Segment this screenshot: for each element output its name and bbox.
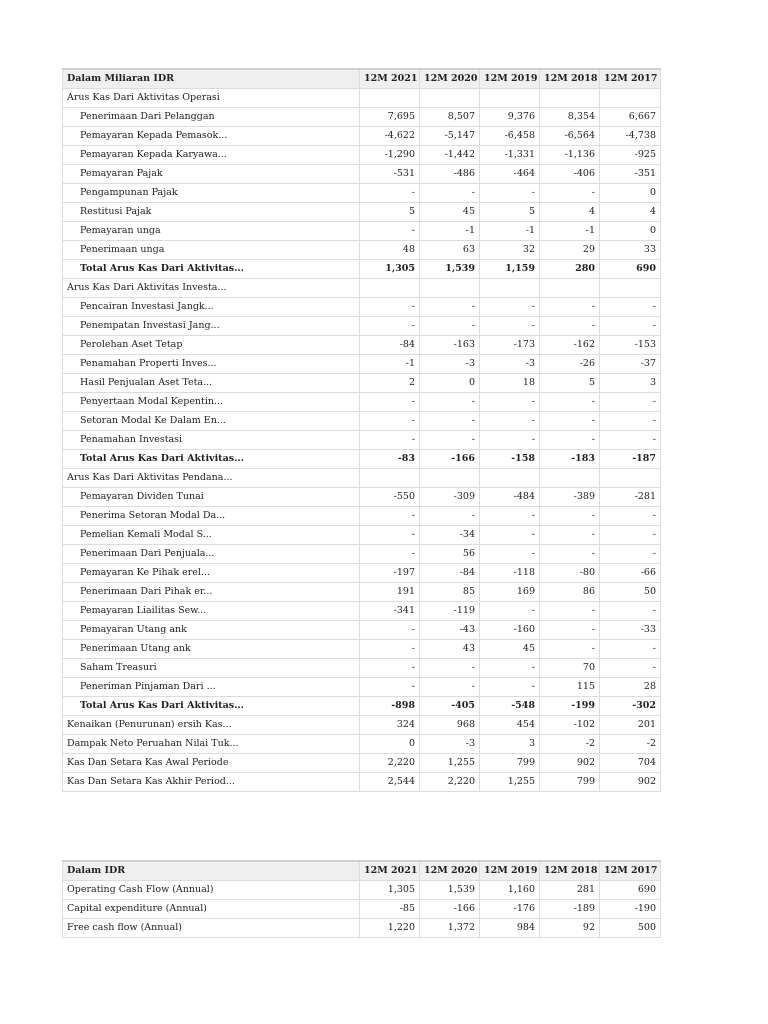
value-cell xyxy=(480,279,540,298)
table-row xyxy=(63,108,661,127)
value-cell: - xyxy=(600,393,661,412)
value-cell: -406 xyxy=(540,165,600,184)
value-cell: -66 xyxy=(600,564,661,583)
value-cell: 902 xyxy=(540,754,600,773)
value-cell: -486 xyxy=(420,165,480,184)
table-row xyxy=(63,431,661,450)
row-label-cell: Peneriman Pinjaman Dari ... xyxy=(63,678,360,697)
row-label-cell: Hasil Penjualan Aset Teta... xyxy=(63,374,360,393)
row-label-cell: Penempatan Investasi Jang... xyxy=(63,317,360,336)
value-cell: - xyxy=(360,678,420,697)
value-cell: -1,442 xyxy=(420,146,480,165)
value-cell: - xyxy=(540,393,600,412)
value-cell: 690 xyxy=(600,881,661,900)
value-cell: -83 xyxy=(360,450,420,469)
value-cell: - xyxy=(540,431,600,450)
value-cell: - xyxy=(480,526,540,545)
table-row xyxy=(63,900,661,919)
value-cell: 968 xyxy=(420,716,480,735)
value-cell: -351 xyxy=(600,165,661,184)
value-cell: 902 xyxy=(600,773,661,792)
value-cell: -2 xyxy=(600,735,661,754)
value-cell: 45 xyxy=(480,640,540,659)
row-label-cell: Pemayaran Liailitas Sew... xyxy=(63,602,360,621)
value-cell: - xyxy=(480,184,540,203)
value-cell: -5,147 xyxy=(420,127,480,146)
value-cell: - xyxy=(480,678,540,697)
table-row xyxy=(63,564,661,583)
row-label-cell: Pemayaran Kepada Karyawa... xyxy=(63,146,360,165)
header-year-cell: 12M 2021 xyxy=(360,861,420,881)
header-year-cell: 12M 2021 xyxy=(360,69,420,89)
value-cell: -1 xyxy=(480,222,540,241)
value-cell: -898 xyxy=(360,697,420,716)
value-cell: 1,255 xyxy=(420,754,480,773)
value-cell: -160 xyxy=(480,621,540,640)
value-cell: - xyxy=(420,412,480,431)
value-cell: - xyxy=(600,545,661,564)
value-cell: -173 xyxy=(480,336,540,355)
value-cell: -37 xyxy=(600,355,661,374)
row-label-cell: Saham Treasuri xyxy=(63,659,360,678)
value-cell: 2,220 xyxy=(360,754,420,773)
row-label-cell: Pemayaran Utang ank xyxy=(63,621,360,640)
table-row xyxy=(63,412,661,431)
row-label-cell: Total Arus Kas Dari Aktivitas... xyxy=(63,260,360,279)
value-cell xyxy=(420,89,480,108)
value-cell: 0 xyxy=(420,374,480,393)
value-cell: 191 xyxy=(360,583,420,602)
value-cell: - xyxy=(360,659,420,678)
value-cell: - xyxy=(420,393,480,412)
value-cell: -3 xyxy=(420,355,480,374)
value-cell: 281 xyxy=(540,881,600,900)
header-year-cell: 12M 2017 xyxy=(600,861,661,881)
value-cell: 1,539 xyxy=(420,260,480,279)
value-cell: 70 xyxy=(540,659,600,678)
value-cell: 984 xyxy=(480,919,540,938)
value-cell: - xyxy=(420,659,480,678)
cash-flow-table xyxy=(62,68,661,792)
value-cell: 6,667 xyxy=(600,108,661,127)
value-cell: 86 xyxy=(540,583,600,602)
value-cell: - xyxy=(480,412,540,431)
row-label-cell: Penerimaan Dari Pelanggan xyxy=(63,108,360,127)
value-cell: 4 xyxy=(600,203,661,222)
value-cell: 56 xyxy=(420,545,480,564)
value-cell: -189 xyxy=(540,900,600,919)
row-label-cell: Kas Dan Setara Kas Awal Periode xyxy=(63,754,360,773)
value-cell: -166 xyxy=(420,900,480,919)
value-cell: 9,376 xyxy=(480,108,540,127)
row-label-cell: Pemayaran Pajak xyxy=(63,165,360,184)
value-cell: -550 xyxy=(360,488,420,507)
value-cell: - xyxy=(600,431,661,450)
table-row xyxy=(63,678,661,697)
table-row xyxy=(63,621,661,640)
total-row xyxy=(63,697,661,716)
value-cell: - xyxy=(360,431,420,450)
row-label-cell: Arus Kas Dari Aktivitas Operasi xyxy=(63,89,360,108)
row-label-cell: Total Arus Kas Dari Aktivitas... xyxy=(63,697,360,716)
value-cell: -3 xyxy=(480,355,540,374)
table-row xyxy=(63,640,661,659)
row-label-cell: Pemayaran Ke Pihak erel... xyxy=(63,564,360,583)
table-header-row xyxy=(63,69,661,89)
value-cell: - xyxy=(360,317,420,336)
value-cell: -197 xyxy=(360,564,420,583)
value-cell: -183 xyxy=(540,450,600,469)
value-cell: 1,539 xyxy=(420,881,480,900)
row-label-cell: Penamahan Properti Inves... xyxy=(63,355,360,374)
value-cell: -84 xyxy=(360,336,420,355)
value-cell: 1,305 xyxy=(360,881,420,900)
value-cell: 4 xyxy=(540,203,600,222)
row-label-cell: Dampak Neto Peruahan Nilai Tuk... xyxy=(63,735,360,754)
free-cash-flow-table xyxy=(62,860,661,938)
value-cell: - xyxy=(360,526,420,545)
value-cell: - xyxy=(540,412,600,431)
table-row xyxy=(63,165,661,184)
value-cell: 32 xyxy=(480,241,540,260)
value-cell: -6,564 xyxy=(540,127,600,146)
value-cell: - xyxy=(360,222,420,241)
value-cell: -119 xyxy=(420,602,480,621)
header-year-cell: 12M 2020 xyxy=(420,861,480,881)
value-cell: - xyxy=(480,393,540,412)
value-cell: - xyxy=(360,393,420,412)
cash-flow-table-body xyxy=(63,89,661,792)
value-cell: 63 xyxy=(420,241,480,260)
value-cell xyxy=(420,279,480,298)
value-cell: 115 xyxy=(540,678,600,697)
value-cell: -1 xyxy=(420,222,480,241)
value-cell: -84 xyxy=(420,564,480,583)
table-row xyxy=(63,488,661,507)
value-cell: - xyxy=(600,659,661,678)
table-row xyxy=(63,545,661,564)
value-cell: - xyxy=(480,545,540,564)
value-cell: 2,544 xyxy=(360,773,420,792)
value-cell: - xyxy=(480,317,540,336)
row-label-cell: Penyertaan Modal Kepentin... xyxy=(63,393,360,412)
value-cell: - xyxy=(480,431,540,450)
value-cell: 43 xyxy=(420,640,480,659)
value-cell: 201 xyxy=(600,716,661,735)
table-row xyxy=(63,203,661,222)
value-cell: 1,305 xyxy=(360,260,420,279)
value-cell xyxy=(540,279,600,298)
value-cell xyxy=(360,279,420,298)
table-row xyxy=(63,317,661,336)
value-cell: - xyxy=(600,526,661,545)
value-cell: -176 xyxy=(480,900,540,919)
value-cell: - xyxy=(480,659,540,678)
value-cell: 0 xyxy=(600,222,661,241)
value-cell: 1,220 xyxy=(360,919,420,938)
value-cell xyxy=(540,469,600,488)
table-row xyxy=(63,298,661,317)
table-row xyxy=(63,919,661,938)
value-cell: 704 xyxy=(600,754,661,773)
value-cell: - xyxy=(420,184,480,203)
value-cell: -1,290 xyxy=(360,146,420,165)
table-row xyxy=(63,469,661,488)
value-cell: -548 xyxy=(480,697,540,716)
row-label-cell: Penerimaan Dari Penjuala... xyxy=(63,545,360,564)
row-label-cell: Pemayaran unga xyxy=(63,222,360,241)
value-cell: -1,136 xyxy=(540,146,600,165)
value-cell: - xyxy=(360,621,420,640)
table-row xyxy=(63,507,661,526)
value-cell: -2 xyxy=(540,735,600,754)
value-cell: -26 xyxy=(540,355,600,374)
value-cell: 28 xyxy=(600,678,661,697)
value-cell: - xyxy=(540,545,600,564)
table-row xyxy=(63,393,661,412)
table-header-row xyxy=(63,861,661,881)
table-row xyxy=(63,659,661,678)
value-cell: 5 xyxy=(480,203,540,222)
row-label-cell: Kenaikan (Penurunan) ersih Kas... xyxy=(63,716,360,735)
value-cell: 1,372 xyxy=(420,919,480,938)
value-cell: 1,159 xyxy=(480,260,540,279)
value-cell: -531 xyxy=(360,165,420,184)
header-label-cell: Dalam IDR xyxy=(63,861,360,881)
row-label-cell: Penerima Setoran Modal Da... xyxy=(63,507,360,526)
table-row xyxy=(63,146,661,165)
row-label-cell: Kas Dan Setara Kas Akhir Period... xyxy=(63,773,360,792)
value-cell: -199 xyxy=(540,697,600,716)
header-year-cell: 12M 2019 xyxy=(480,861,540,881)
value-cell xyxy=(540,89,600,108)
value-cell: - xyxy=(540,621,600,640)
value-cell: - xyxy=(420,317,480,336)
table-row xyxy=(63,336,661,355)
value-cell: -85 xyxy=(360,900,420,919)
value-cell: - xyxy=(540,298,600,317)
value-cell: 33 xyxy=(600,241,661,260)
value-cell: - xyxy=(480,602,540,621)
table-row xyxy=(63,127,661,146)
value-cell: -153 xyxy=(600,336,661,355)
total-row xyxy=(63,260,661,279)
value-cell: -187 xyxy=(600,450,661,469)
value-cell xyxy=(360,469,420,488)
value-cell: 1,160 xyxy=(480,881,540,900)
header-year-cell: 12M 2019 xyxy=(480,69,540,89)
row-label-cell: Capital expenditure (Annual) xyxy=(63,900,360,919)
value-cell xyxy=(600,279,661,298)
header-label-cell: Dalam Miliaran IDR xyxy=(63,69,360,89)
value-cell: - xyxy=(540,526,600,545)
row-label-cell: Perolehan Aset Tetap xyxy=(63,336,360,355)
value-cell: 324 xyxy=(360,716,420,735)
value-cell: 0 xyxy=(360,735,420,754)
value-cell: - xyxy=(600,602,661,621)
value-cell: -80 xyxy=(540,564,600,583)
table-row xyxy=(63,355,661,374)
row-label-cell: Pemayaran Kepada Pemasok... xyxy=(63,127,360,146)
value-cell: -102 xyxy=(540,716,600,735)
value-cell: 50 xyxy=(600,583,661,602)
value-cell: - xyxy=(480,507,540,526)
value-cell: -389 xyxy=(540,488,600,507)
value-cell: - xyxy=(600,507,661,526)
row-label-cell: Setoran Modal Ke Dalam En... xyxy=(63,412,360,431)
row-label-cell: Pengampunan Pajak xyxy=(63,184,360,203)
table-row xyxy=(63,773,661,792)
header-year-cell: 12M 2020 xyxy=(420,69,480,89)
value-cell: 85 xyxy=(420,583,480,602)
value-cell: -1 xyxy=(540,222,600,241)
value-cell: -163 xyxy=(420,336,480,355)
value-cell: 799 xyxy=(540,773,600,792)
value-cell: - xyxy=(600,640,661,659)
row-label-cell: Penamahan Investasi xyxy=(63,431,360,450)
value-cell: -162 xyxy=(540,336,600,355)
value-cell: 500 xyxy=(600,919,661,938)
value-cell xyxy=(420,469,480,488)
value-cell: 3 xyxy=(600,374,661,393)
value-cell: 2,220 xyxy=(420,773,480,792)
value-cell: - xyxy=(600,412,661,431)
value-cell: 2 xyxy=(360,374,420,393)
value-cell: 29 xyxy=(540,241,600,260)
value-cell: -405 xyxy=(420,697,480,716)
row-label-cell: Penerimaan Utang ank xyxy=(63,640,360,659)
value-cell: -464 xyxy=(480,165,540,184)
value-cell: 18 xyxy=(480,374,540,393)
row-label-cell: Restitusi Pajak xyxy=(63,203,360,222)
value-cell: 48 xyxy=(360,241,420,260)
value-cell: - xyxy=(420,678,480,697)
value-cell: 280 xyxy=(540,260,600,279)
value-cell: -925 xyxy=(600,146,661,165)
value-cell xyxy=(480,469,540,488)
table-row xyxy=(63,583,661,602)
row-label-cell: Operating Cash Flow (Annual) xyxy=(63,881,360,900)
value-cell: - xyxy=(420,298,480,317)
row-label-cell: Penerimaan Dari Pihak er... xyxy=(63,583,360,602)
value-cell: 690 xyxy=(600,260,661,279)
value-cell: - xyxy=(360,545,420,564)
table-row xyxy=(63,279,661,298)
table-row xyxy=(63,374,661,393)
value-cell: - xyxy=(480,298,540,317)
value-cell: - xyxy=(360,184,420,203)
value-cell: -302 xyxy=(600,697,661,716)
value-cell: - xyxy=(600,317,661,336)
total-row xyxy=(63,450,661,469)
value-cell: -6,458 xyxy=(480,127,540,146)
value-cell: -34 xyxy=(420,526,480,545)
free-cash-flow-table-body xyxy=(63,881,661,938)
row-label-cell: Free cash flow (Annual) xyxy=(63,919,360,938)
value-cell: 5 xyxy=(360,203,420,222)
table-row xyxy=(63,241,661,260)
value-cell: 8,354 xyxy=(540,108,600,127)
table-row xyxy=(63,602,661,621)
value-cell: -3 xyxy=(420,735,480,754)
value-cell: - xyxy=(600,298,661,317)
row-label-cell: Penerimaan unga xyxy=(63,241,360,260)
row-label-cell: Pemelian Kemali Modal S... xyxy=(63,526,360,545)
row-label-cell: Pencairan Investasi Jangk... xyxy=(63,298,360,317)
header-year-cell: 12M 2017 xyxy=(600,69,661,89)
value-cell: - xyxy=(360,298,420,317)
value-cell: -4,622 xyxy=(360,127,420,146)
table-row xyxy=(63,89,661,108)
table-row xyxy=(63,526,661,545)
header-year-cell: 12M 2018 xyxy=(540,861,600,881)
value-cell: -190 xyxy=(600,900,661,919)
table-row xyxy=(63,716,661,735)
value-cell: 169 xyxy=(480,583,540,602)
value-cell: 45 xyxy=(420,203,480,222)
value-cell: 0 xyxy=(600,184,661,203)
value-cell: -166 xyxy=(420,450,480,469)
row-label-cell: Pemayaran Dividen Tunai xyxy=(63,488,360,507)
value-cell xyxy=(600,89,661,108)
value-cell: 3 xyxy=(480,735,540,754)
value-cell: 799 xyxy=(480,754,540,773)
value-cell: 7,695 xyxy=(360,108,420,127)
row-label-cell: Arus Kas Dari Aktivitas Pendana... xyxy=(63,469,360,488)
value-cell: - xyxy=(360,507,420,526)
value-cell: - xyxy=(540,507,600,526)
value-cell: 5 xyxy=(540,374,600,393)
value-cell: -4,738 xyxy=(600,127,661,146)
value-cell: - xyxy=(420,431,480,450)
value-cell: -1 xyxy=(360,355,420,374)
value-cell: - xyxy=(540,602,600,621)
value-cell: - xyxy=(420,507,480,526)
value-cell: - xyxy=(360,412,420,431)
value-cell: -43 xyxy=(420,621,480,640)
table-row xyxy=(63,184,661,203)
row-label-cell: Total Arus Kas Dari Aktivitas... xyxy=(63,450,360,469)
value-cell: -484 xyxy=(480,488,540,507)
value-cell: -341 xyxy=(360,602,420,621)
value-cell: 1,255 xyxy=(480,773,540,792)
table-row xyxy=(63,754,661,773)
value-cell: 454 xyxy=(480,716,540,735)
value-cell: -309 xyxy=(420,488,480,507)
value-cell xyxy=(480,89,540,108)
value-cell: - xyxy=(540,640,600,659)
row-label-cell: Arus Kas Dari Aktivitas Investa... xyxy=(63,279,360,298)
value-cell: 8,507 xyxy=(420,108,480,127)
value-cell: -1,331 xyxy=(480,146,540,165)
header-year-cell: 12M 2018 xyxy=(540,69,600,89)
table-row xyxy=(63,735,661,754)
value-cell: - xyxy=(540,184,600,203)
value-cell: -33 xyxy=(600,621,661,640)
value-cell: -118 xyxy=(480,564,540,583)
value-cell xyxy=(600,469,661,488)
value-cell: - xyxy=(360,640,420,659)
value-cell: - xyxy=(540,317,600,336)
table-row xyxy=(63,881,661,900)
table-row xyxy=(63,222,661,241)
value-cell: 92 xyxy=(540,919,600,938)
value-cell: -158 xyxy=(480,450,540,469)
value-cell xyxy=(360,89,420,108)
value-cell: -281 xyxy=(600,488,661,507)
